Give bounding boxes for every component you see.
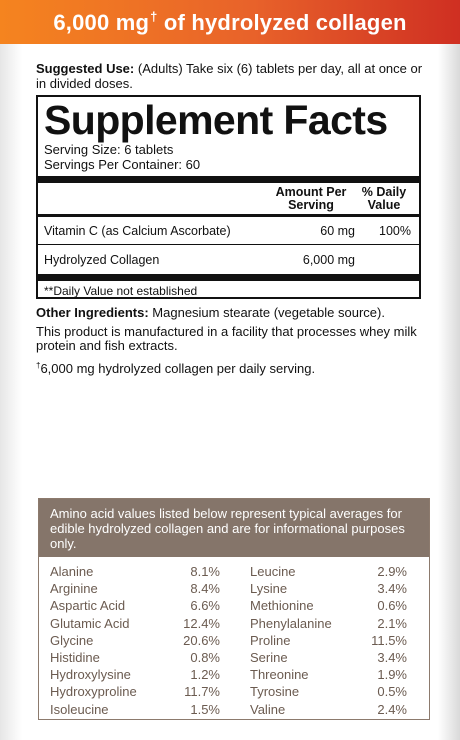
amino-acid-name: Serine [250, 649, 288, 665]
amino-acid-name: Hydroxylysine [50, 667, 131, 683]
dagger-mark: † [150, 8, 158, 24]
amino-acid-name: Phenylalanine [250, 615, 332, 631]
amino-acid-value: 0.6% [377, 598, 407, 614]
amino-acid-row [250, 649, 407, 666]
amino-acid-panel [38, 498, 430, 720]
amino-acid-value: 12.4% [183, 615, 220, 631]
amino-acid-value: 3.4% [377, 581, 407, 597]
amino-acid-row [250, 615, 407, 632]
amino-acid-name: Hydroxyproline [50, 684, 137, 700]
nutrient-daily-value: 100% [379, 224, 411, 238]
amino-acid-row [250, 580, 407, 597]
amino-acid-value: 0.5% [377, 684, 407, 700]
amino-acid-row [50, 597, 220, 614]
amino-acid-value: 3.4% [377, 649, 407, 665]
amino-acid-value: 2.1% [377, 615, 407, 631]
amino-acid-name: Alanine [50, 564, 94, 579]
amino-acid-value: 2.4% [377, 701, 407, 717]
divider-thick [38, 274, 419, 281]
amino-acid-header: Amino acid values listed below represent typical averages for edible hydrolyzed collagen and are for informational purposes only. [39, 499, 429, 557]
divider-mid [38, 214, 419, 217]
amino-acid-row [250, 597, 407, 614]
amino-acid-row [50, 683, 220, 700]
amino-acid-name: Histidine [50, 649, 100, 665]
amino-acid-row [50, 666, 220, 683]
other-ingredients: Other Ingredients: Magnesium stearate (vegetable source). [36, 305, 385, 320]
amino-acid-name: Valine [250, 701, 286, 717]
amino-acid-value: 1.9% [377, 667, 407, 683]
amino-acid-name: Isoleucine [50, 701, 109, 717]
servings-per-container: Servings Per Container: 60 [44, 157, 201, 172]
amino-acid-row [50, 701, 220, 718]
nutrient-name: Hydrolyzed Collagen [44, 253, 160, 267]
amino-acid-name: Glycine [50, 632, 94, 648]
header-banner [0, 0, 460, 44]
amino-acid-name: Aspartic Acid [50, 598, 126, 614]
amino-acid-value: 0.8% [190, 649, 220, 665]
amino-acid-value: 11.5% [371, 632, 407, 648]
amino-acid-value: 20.6% [183, 632, 220, 648]
nutrient-amount: 60 mg [320, 224, 355, 238]
amino-acid-value: 8.1% [190, 564, 220, 579]
amino-acid-row [50, 615, 220, 632]
amino-acid-name: Lysine [250, 581, 288, 597]
facility-allergen-note: This product is manufactured in a facility that processes whey milk protein and fish extracts. [36, 324, 417, 353]
supplement-facts-panel [36, 95, 421, 299]
amino-acid-row [50, 649, 220, 666]
amino-acid-row [250, 563, 407, 580]
amino-acid-name: Tyrosine [250, 684, 300, 700]
banner-headline: 6,000 mg† of hydrolyzed collagen [53, 8, 407, 35]
supplement-facts-title: Supplement Facts [44, 97, 388, 143]
suggested-use: Suggested Use: (Adults) Take six (6) tablets per day, all at once or in divided doses. [36, 61, 423, 91]
nutrient-amount: 6,000 mg [302, 253, 355, 267]
label-edge-shade-right [438, 44, 460, 740]
divider-thin [38, 244, 419, 245]
column-daily-value: % Daily Value [361, 185, 407, 212]
amino-acid-row [250, 632, 407, 649]
label-edge-shade-left [0, 44, 22, 740]
amino-acid-row [50, 580, 220, 597]
amino-acid-name: Threonine [250, 667, 309, 683]
amino-acid-value: 1.2% [190, 667, 220, 683]
amino-acid-value: 1.5% [190, 701, 220, 717]
divider-thick [38, 176, 419, 183]
amino-acid-value: 2.9% [377, 564, 407, 579]
amino-acid-name: Proline [250, 632, 291, 648]
amino-acid-name: Methionine [250, 598, 314, 614]
amino-acid-name: Leucine [250, 564, 296, 579]
column-amount-per-serving: Amount Per Serving [275, 185, 347, 212]
nutrient-name: Vitamin C (as Calcium Ascorbate) [44, 224, 231, 238]
amino-acid-row [50, 563, 220, 580]
amino-acid-name: Arginine [50, 581, 98, 597]
dagger-footnote: †6,000 mg hydrolyzed collagen per daily serving. [36, 361, 316, 376]
serving-size: Serving Size: 6 tablets [44, 142, 174, 157]
amino-acid-column-right [250, 563, 407, 718]
amino-acid-value: 6.6% [190, 598, 220, 614]
daily-value-footnote: **Daily Value not established [44, 284, 198, 298]
amino-acid-row [50, 632, 220, 649]
amino-acid-column-left [50, 563, 220, 718]
amino-acid-row [250, 683, 407, 700]
amino-acid-row [250, 666, 407, 683]
serving-info [44, 142, 200, 172]
amino-acid-value: 11.7% [184, 684, 220, 700]
amino-acid-name: Glutamic Acid [50, 615, 130, 631]
amino-acid-value: 8.4% [190, 581, 220, 597]
amino-acid-row [250, 701, 407, 718]
